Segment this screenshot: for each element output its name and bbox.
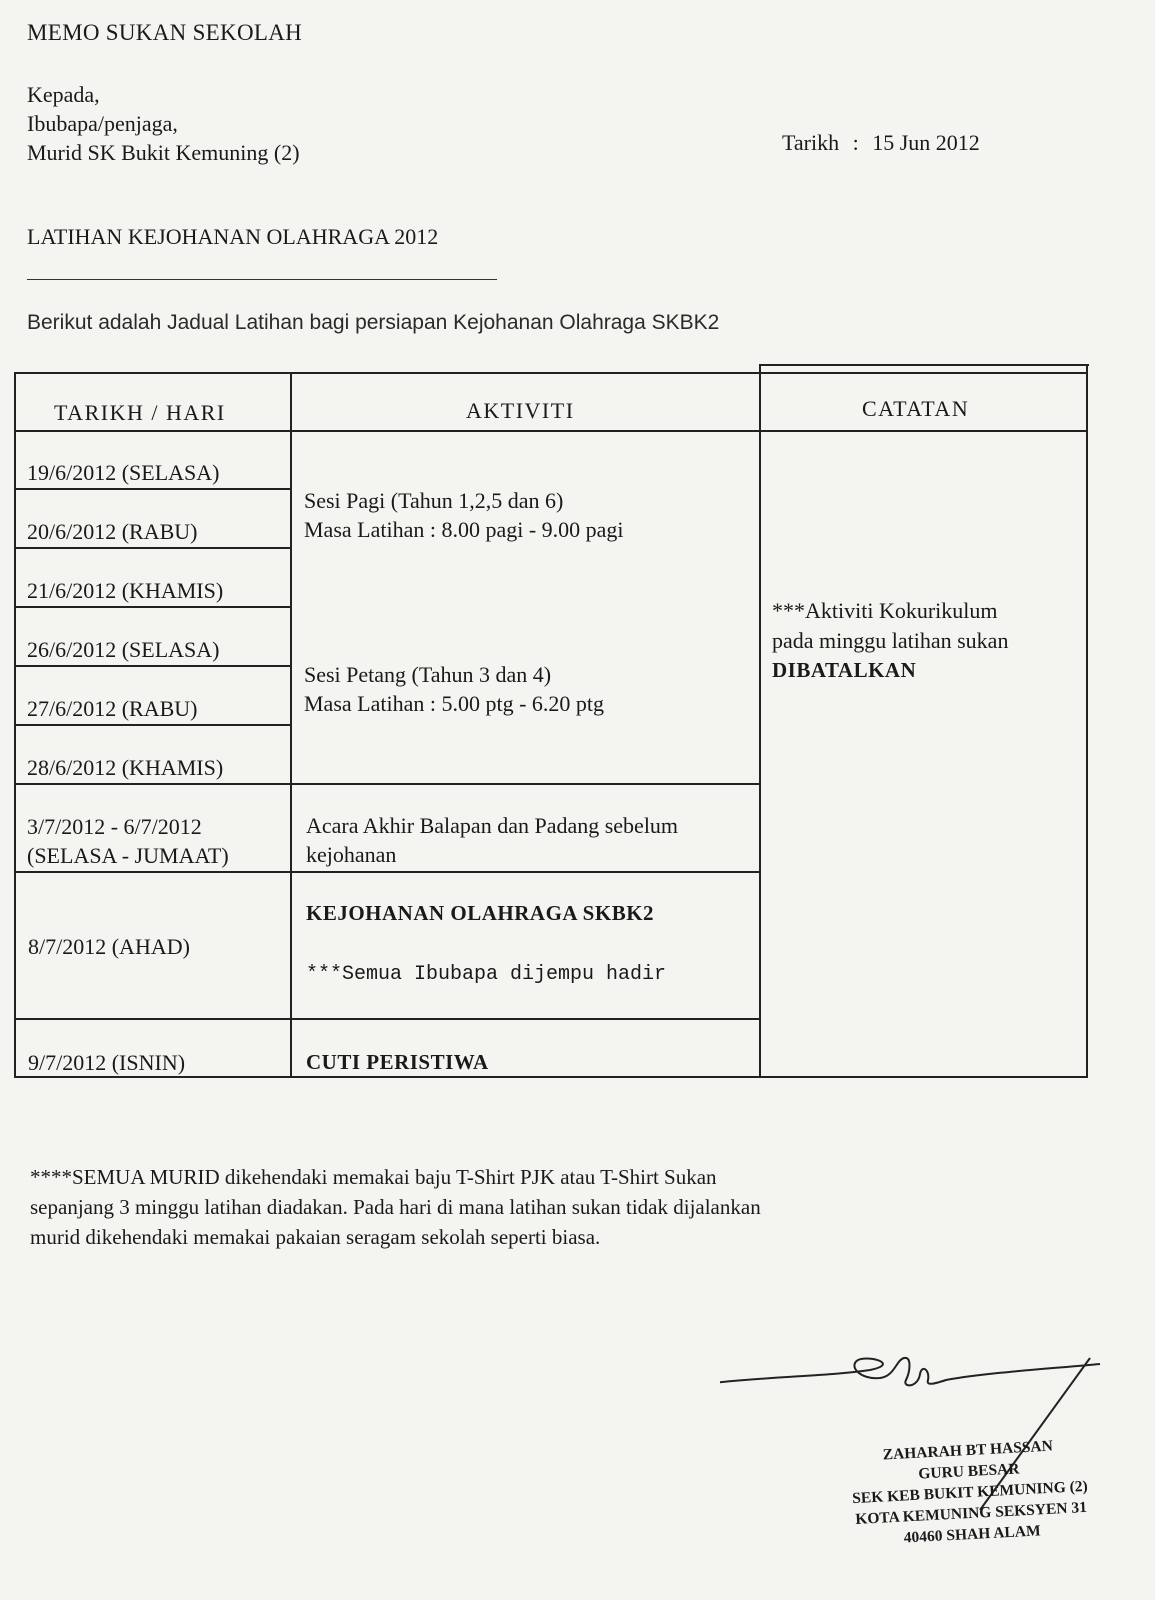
- subject-underline: [27, 279, 497, 280]
- date-label: Tarikh: [782, 130, 840, 155]
- date-separator: :: [852, 130, 859, 155]
- memo-title: MEMO SUKAN SEKOLAH: [27, 20, 303, 45]
- row-divider: [14, 488, 291, 490]
- row-divider: [14, 547, 291, 549]
- afternoon-session: Sesi Petang (Tahun 3 dan 4): [304, 662, 552, 687]
- date-cell: 9/7/2012 (ISNIN): [28, 1050, 186, 1075]
- note-line: murid dikehendaki memakai pakaian seragam sekolah seperti biasa.: [30, 1225, 601, 1249]
- row-divider: [14, 724, 291, 726]
- signature-scribble: [720, 1358, 1100, 1386]
- championship-title: KEJOHANAN OLAHRAGA SKBK2: [306, 901, 655, 925]
- final-events-cont: kejohanan: [306, 842, 397, 867]
- recipient-line: Murid SK Bukit Kemuning (2): [27, 140, 300, 165]
- row-divider: [14, 783, 760, 785]
- date-cell: 8/7/2012 (AHAD): [28, 934, 190, 959]
- row-divider: [14, 1018, 760, 1020]
- date-cell: 19/6/2012 (SELASA): [27, 460, 220, 485]
- date-cell: 21/6/2012 (KHAMIS): [27, 578, 224, 603]
- remark-cancelled: DIBATALKAN: [772, 658, 917, 682]
- header-aktiviti: AKTIVITI: [466, 398, 575, 423]
- remark-line: ***Aktiviti Kokurikulum: [772, 598, 998, 623]
- note-line: sepanjang 3 minggu latihan diadakan. Pada hari di mana latihan sukan tidak dijalankan: [30, 1195, 761, 1219]
- afternoon-time: Masa Latihan : 5.00 ptg - 6.20 ptg: [304, 691, 605, 716]
- recipient-block: [27, 80, 300, 167]
- official-stamp: [817, 1432, 1122, 1553]
- intro-text: Berikut adalah Jadual Latihan bagi persiapan Kejohanan Olahraga SKBK2: [27, 311, 720, 334]
- date-cell: 3/7/2012 - 6/7/2012: [27, 814, 202, 839]
- stamp-postcode: 40460 SHAH ALAM: [903, 1522, 1042, 1547]
- morning-session: Sesi Pagi (Tahun 1,2,5 dan 6): [304, 488, 564, 513]
- stamp-school: SEK KEB BUKIT KEMUNING (2): [851, 1477, 1089, 1508]
- header-divider: [14, 430, 1088, 432]
- final-events: Acara Akhir Balapan dan Padang sebelum: [306, 813, 679, 838]
- memo-subject: LATIHAN KEJOHANAN OLAHRAGA 2012: [27, 224, 439, 249]
- date-cell: 20/6/2012 (RABU): [27, 519, 198, 544]
- schedule-table: [14, 372, 1112, 1102]
- holiday-label: CUTI PERISTIWA: [306, 1050, 489, 1074]
- header-catatan: CATATAN: [862, 396, 970, 421]
- table-border: [759, 364, 1089, 366]
- recipient-line: Kepada,: [27, 82, 100, 107]
- date-cell: 28/6/2012 (KHAMIS): [27, 755, 224, 780]
- date-cell: (SELASA - JUMAAT): [27, 843, 229, 868]
- date-value: 15 Jun 2012: [872, 130, 980, 155]
- parents-invite: ***Semua Ibubapa dijempu hadir: [306, 963, 667, 986]
- row-divider: [14, 606, 291, 608]
- row-divider: [14, 871, 760, 873]
- table-border: [1086, 364, 1088, 1076]
- remark-line: pada minggu latihan sukan: [772, 628, 1009, 653]
- morning-time: Masa Latihan : 8.00 pagi - 9.00 pagi: [304, 517, 624, 542]
- note-line: ****SEMUA MURID dikehendaki memakai baju T-Shirt PJK atau T-Shirt Sukan: [30, 1165, 717, 1189]
- date-cell: 27/6/2012 (RABU): [27, 696, 198, 721]
- recipient-line: Ibubapa/penjaga,: [27, 111, 178, 136]
- column-divider: [759, 364, 761, 1078]
- memo-date: [782, 130, 980, 156]
- stamp-name: ZAHARAH BT HASSAN: [882, 1437, 1054, 1464]
- row-divider: [14, 665, 291, 667]
- stamp-area: KOTA KEMUNING SEKSYEN 31: [854, 1498, 1088, 1529]
- table-border: [14, 372, 1088, 374]
- header-tarikh-hari: TARIKH / HARI: [54, 400, 226, 425]
- table-border: [14, 1076, 1088, 1078]
- date-cell: 26/6/2012 (SELASA): [27, 637, 220, 662]
- uniform-note: [30, 1162, 1050, 1252]
- stamp-title: GURU BESAR: [917, 1460, 1020, 1483]
